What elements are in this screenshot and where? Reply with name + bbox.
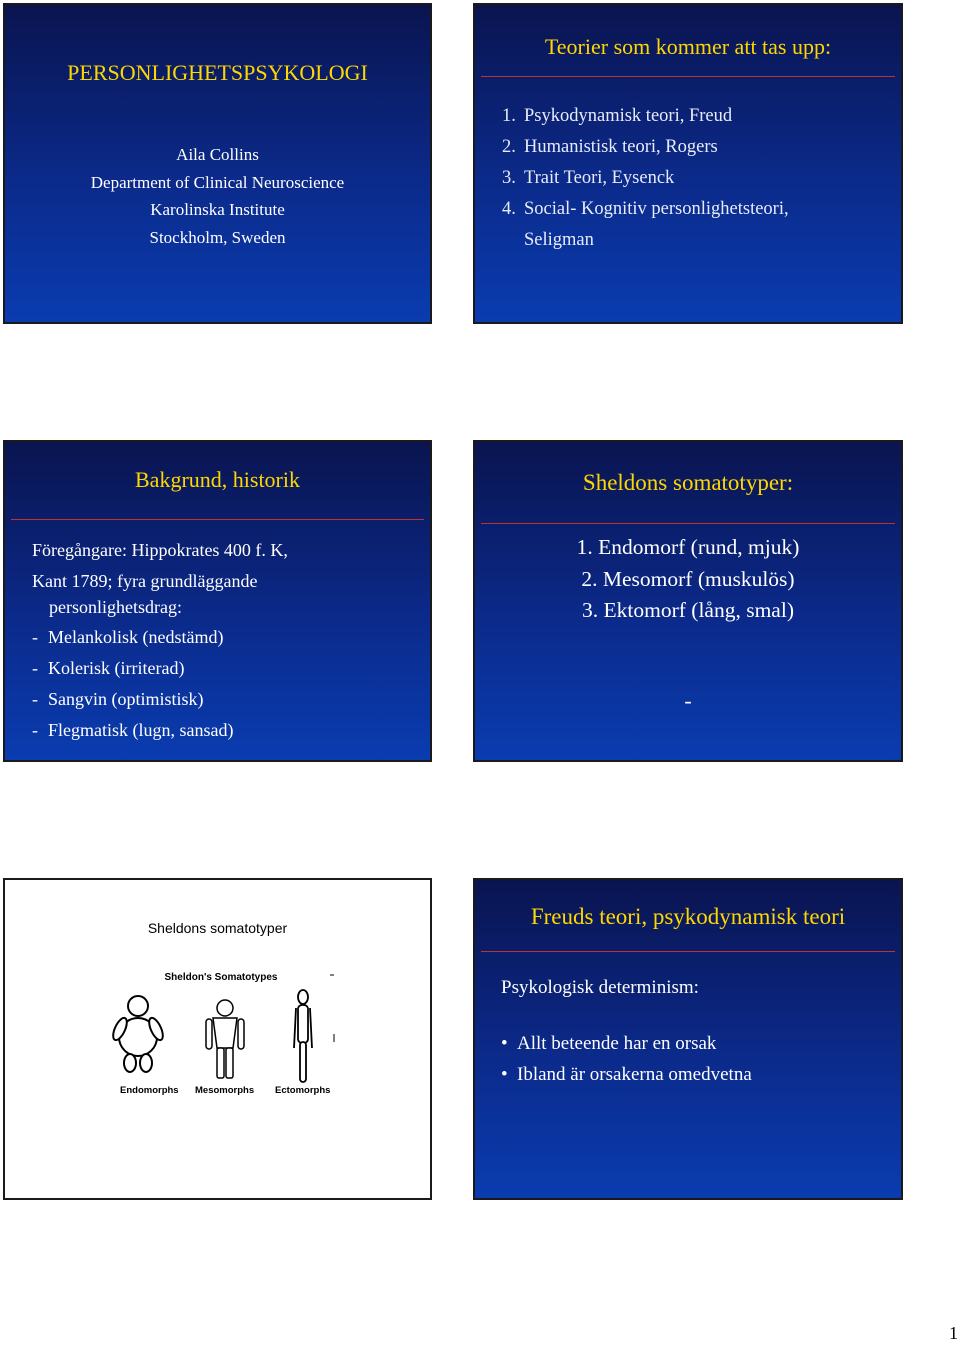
list-item <box>501 1059 752 1090</box>
temperament-list <box>32 622 422 746</box>
slide-freud <box>473 878 903 1200</box>
body-line: Kant 1789; fyra grundläggande <box>32 571 258 591</box>
slide-heading: Freuds teori, psykodynamisk teori <box>530 904 846 929</box>
title-divider <box>481 523 895 524</box>
slide-heading: Bakgrund, historik <box>135 467 300 492</box>
item-number: 3. <box>502 168 516 188</box>
ectomorph-label: Ectomorphs <box>275 1085 331 1096</box>
list-item <box>32 715 422 746</box>
slide-heading: Teorier som kommer att tas upp: <box>544 34 832 59</box>
body-type-illustration <box>105 972 345 1102</box>
mesomorph-figure <box>206 1000 244 1078</box>
title-divider <box>481 951 895 952</box>
dash-marker: - <box>32 689 38 709</box>
dash-marker: - <box>32 627 38 647</box>
item-text: Flegmatisk (lugn, sansad) <box>48 720 234 740</box>
item-continuation: Seligman <box>524 230 594 250</box>
list-item <box>502 132 789 163</box>
figure-title: Sheldon's Somatotypes <box>164 972 278 983</box>
endomorph-figure <box>110 996 165 1072</box>
title-divider <box>11 519 424 520</box>
author-department: Department of Clinical Neuroscience <box>90 172 345 192</box>
author-block <box>5 141 430 251</box>
item-text: Kolerisk (irriterad) <box>48 658 185 678</box>
list-item <box>502 101 789 132</box>
dash-text: - <box>684 688 692 713</box>
author-name: Aila Collins <box>176 145 259 164</box>
endomorph-label: Endomorphs <box>120 1085 179 1096</box>
item-text: Ibland är orsakerna omedvetna <box>517 1064 752 1085</box>
item-text: Melankolisk (nedstämd) <box>48 627 224 647</box>
slide-heading: Sheldons somatotyper: <box>582 470 794 495</box>
somatotype-figure <box>105 972 345 1102</box>
slide-background <box>3 440 432 762</box>
list-item <box>32 653 422 684</box>
mesomorph-label: Mesomorphs <box>195 1085 255 1096</box>
list-item: 1. Endomorf (rund, mjuk) <box>576 535 800 559</box>
slide-somatotype-figure <box>3 878 432 1200</box>
slide-title-heading: PERSONLIGHETSPSYKOLOGI <box>67 60 368 85</box>
item-text: Allt beteende har en orsak <box>517 1033 717 1054</box>
ectomorph-figure <box>294 990 312 1082</box>
page-number: 1 <box>949 1323 958 1343</box>
dash-marker: - <box>32 658 38 678</box>
determinism-list <box>501 1028 752 1090</box>
item-text: Trait Teori, Eysenck <box>524 168 675 188</box>
list-item: 2. Mesomorf (muskulös) <box>581 566 795 591</box>
item-text: Humanistisk teori, Rogers <box>524 137 718 157</box>
list-item: 3. Ektomorf (lång, smal) <box>582 598 794 622</box>
title-divider <box>481 76 895 77</box>
somatotype-list <box>475 532 901 627</box>
slide-somatotypes <box>473 440 903 762</box>
slide-heading: Sheldons somatotyper <box>147 920 288 936</box>
slide-body <box>32 537 422 746</box>
list-item <box>32 684 422 715</box>
author-location: Stockholm, Sweden <box>149 227 286 247</box>
theory-list <box>502 101 789 256</box>
slide-theories <box>473 3 903 324</box>
item-number: 2. <box>502 137 516 157</box>
body-line: Föregångare: Hippokrates 400 f. K, <box>32 540 288 560</box>
item-text: Psykodynamisk teori, Freud <box>524 106 733 126</box>
list-item <box>502 194 789 256</box>
dash-marker: - <box>32 720 38 740</box>
list-item <box>32 622 422 653</box>
body-line: personlighetsdrag: <box>49 597 182 617</box>
author-institute: Karolinska Institute <box>150 200 285 219</box>
item-number: 4. <box>502 199 516 219</box>
item-number: 1. <box>502 106 516 126</box>
list-item <box>502 163 789 194</box>
list-item <box>501 1028 752 1059</box>
bullet-icon: • <box>501 1064 508 1085</box>
slide-title <box>3 3 432 324</box>
slide-subtitle: Psykologisk determinism: <box>501 977 699 998</box>
item-text: Social- Kognitiv personlighetsteori, <box>524 199 789 219</box>
bullet-icon: • <box>501 1033 508 1054</box>
item-text: Sangvin (optimistisk) <box>48 689 204 709</box>
